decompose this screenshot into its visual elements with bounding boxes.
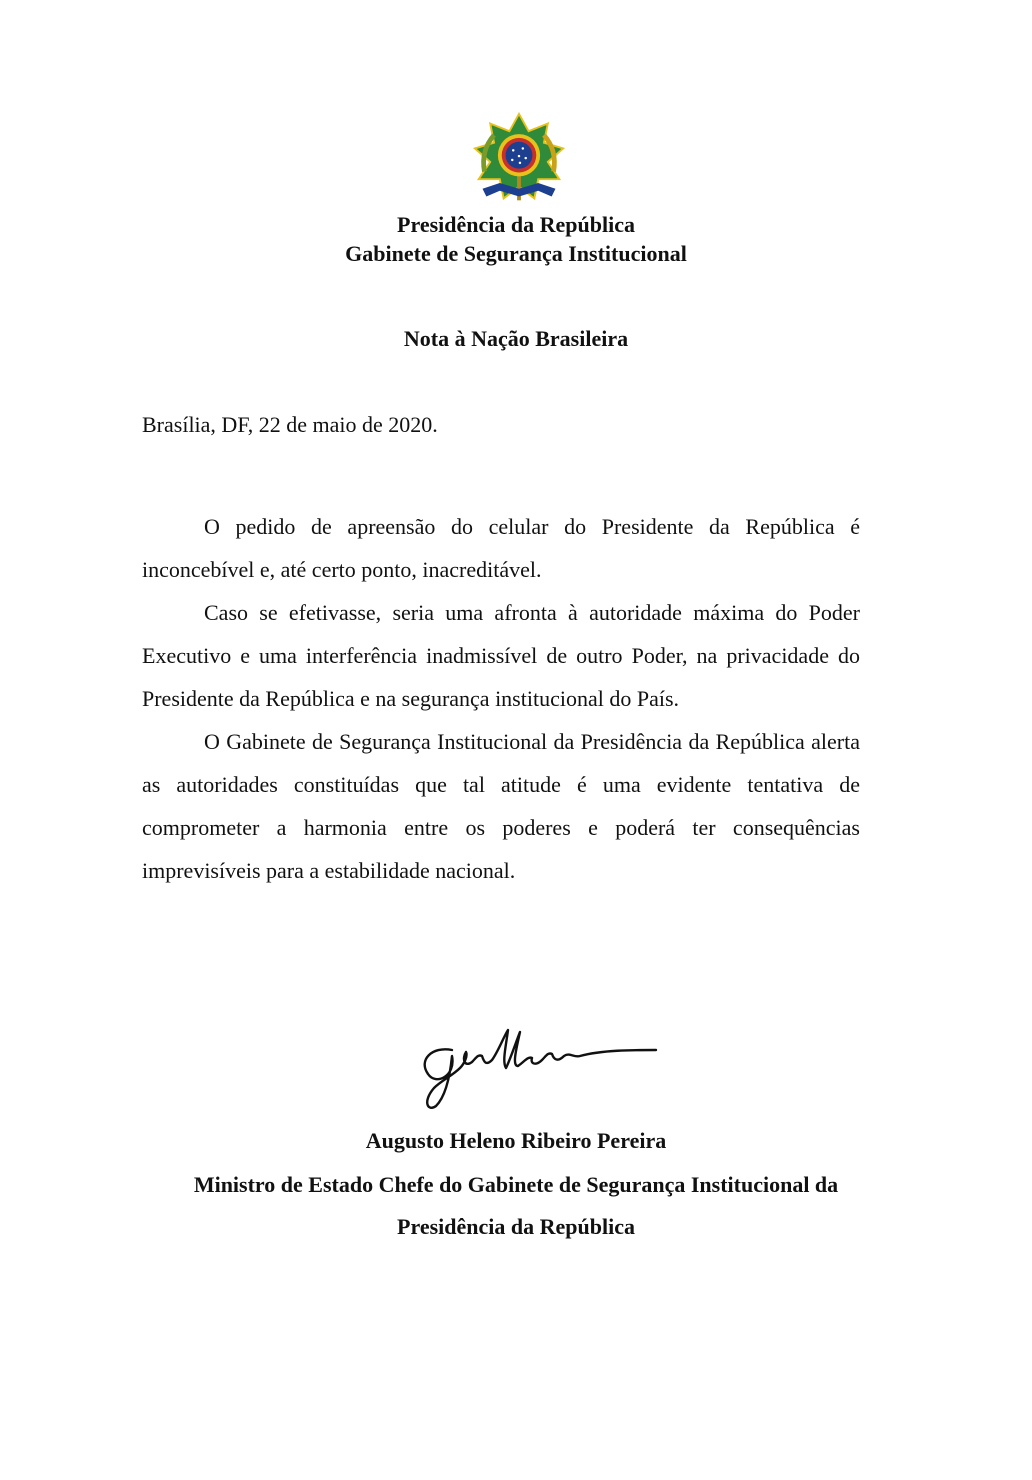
paragraph-2: Caso se efetivasse, seria uma afronta à autoridade máxima do Poder Executivo e uma interferência inadmissível de outro Poder, na privacidade do Presidente da República e na segurança institucional do País. [142,600,860,711]
dateline: Brasília, DF, 22 de maio de 2020. [142,412,438,437]
header-line-2: Gabinete de Segurança Institucional [345,241,687,266]
signer-name: Augusto Heleno Ribeiro Pereira [365,1128,667,1153]
signature-icon [412,1016,662,1112]
paragraph-1: O pedido de apreensão do celular do Presidente da República é inconcebível e, até certo ponto, inacreditável. [142,514,860,582]
signer-role-line-2: Presidência da República [397,1214,635,1239]
coat-of-arms-icon [470,112,568,208]
body-text [142,505,860,892]
signer-role-line-1: Ministro de Estado Chefe do Gabinete de Segurança Institucional da [193,1172,839,1197]
header-line-1: Presidência da República [397,212,635,237]
document-title: Nota à Nação Brasileira [403,326,629,351]
paragraph-3: O Gabinete de Segurança Institucional da Presidência da República alerta as autoridades constituídas que tal atitude é uma evidente tentativa de comprometer a harmonia entre os poderes e poderá ter consequências imprevisíveis para a estabilidade nacional. [142,729,860,883]
